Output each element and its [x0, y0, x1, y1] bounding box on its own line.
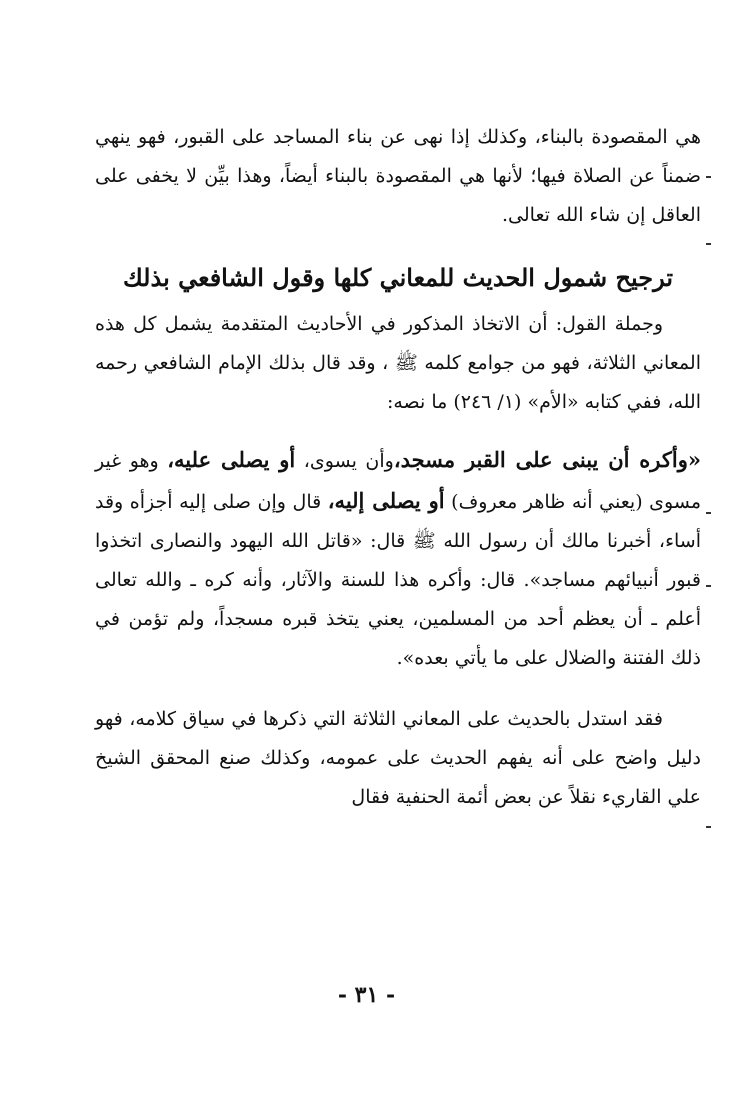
shafii-quote [95, 440, 701, 678]
margin-mark [706, 585, 711, 587]
margin-mark [706, 512, 711, 514]
quote-part-1: وأن يسوى، [295, 450, 394, 472]
margin-mark [706, 243, 711, 245]
quote-bold-1: «وأكره أن يبنى على القبر مسجد، [393, 447, 701, 472]
paragraph-3: فقد استدل بالحديث على المعاني الثلاثة التي ذكرها في سياق كلامه، فهو دليل واضح على أنه يفهم الحديث على عمومه، وكذلك صنع المحقق الشيخ علي القاريء نقلاً عن بعض أئمة الحنفية فقال [95, 708, 701, 808]
section-heading: ترجيح شمول الحديث للمعاني كلها وقول الشافعي بذلك [122, 263, 673, 292]
page-number: - ٣١ - [337, 982, 396, 1008]
margin-mark [706, 176, 711, 178]
paragraph-2: وجملة القول: أن الاتخاذ المذكور في الأحاديث المتقدمة يشمل كل هذه المعاني الثلاثة، فهو من جوامع كلمه ﷺ ، وقد قال بذلك الإمام الشافعي رحمه الله، ففي كتابه «الأم» (١/ ٢٤٦) ما نصه: [95, 313, 701, 413]
quote-bold-3: أو يصلى إليه، [327, 488, 445, 513]
quote-part-3: قال وإن صلى إليه أجزأه وقد أساء، أخبرنا مالك أن رسول الله ﷺ قال: «قاتل الله اليهود والنصارى اتخذوا قبور أنبيائهم مساجد». قال: وأكره هذا للسنة والآثار، وأنه كره ـ والله تعالى أعلم ـ أن يعظم أحد من المسلمين، يعني يتخذ قبره مسجداً، ولم تؤمن في ذلك الفتنة والضلال على ما يأتي بعده». [95, 491, 701, 669]
quote-bold-2: أو يصلى عليه، [167, 447, 296, 472]
quote-part-2: وهو غير مسوى (يعني أنه ظاهر معروف) [95, 450, 701, 513]
paragraph-1: هي المقصودة بالبناء، وكذلك إذا نهى عن بناء المساجد على القبور، فهو ينهي ضمناً عن الصلاة فيها؛ لأنها هي المقصودة بالبناء أيضاً، وهذا بيِّن لا يخفى على العاقل إن شاء الله تعالى. [95, 126, 701, 226]
page-body [95, 118, 701, 817]
margin-mark [706, 826, 711, 828]
